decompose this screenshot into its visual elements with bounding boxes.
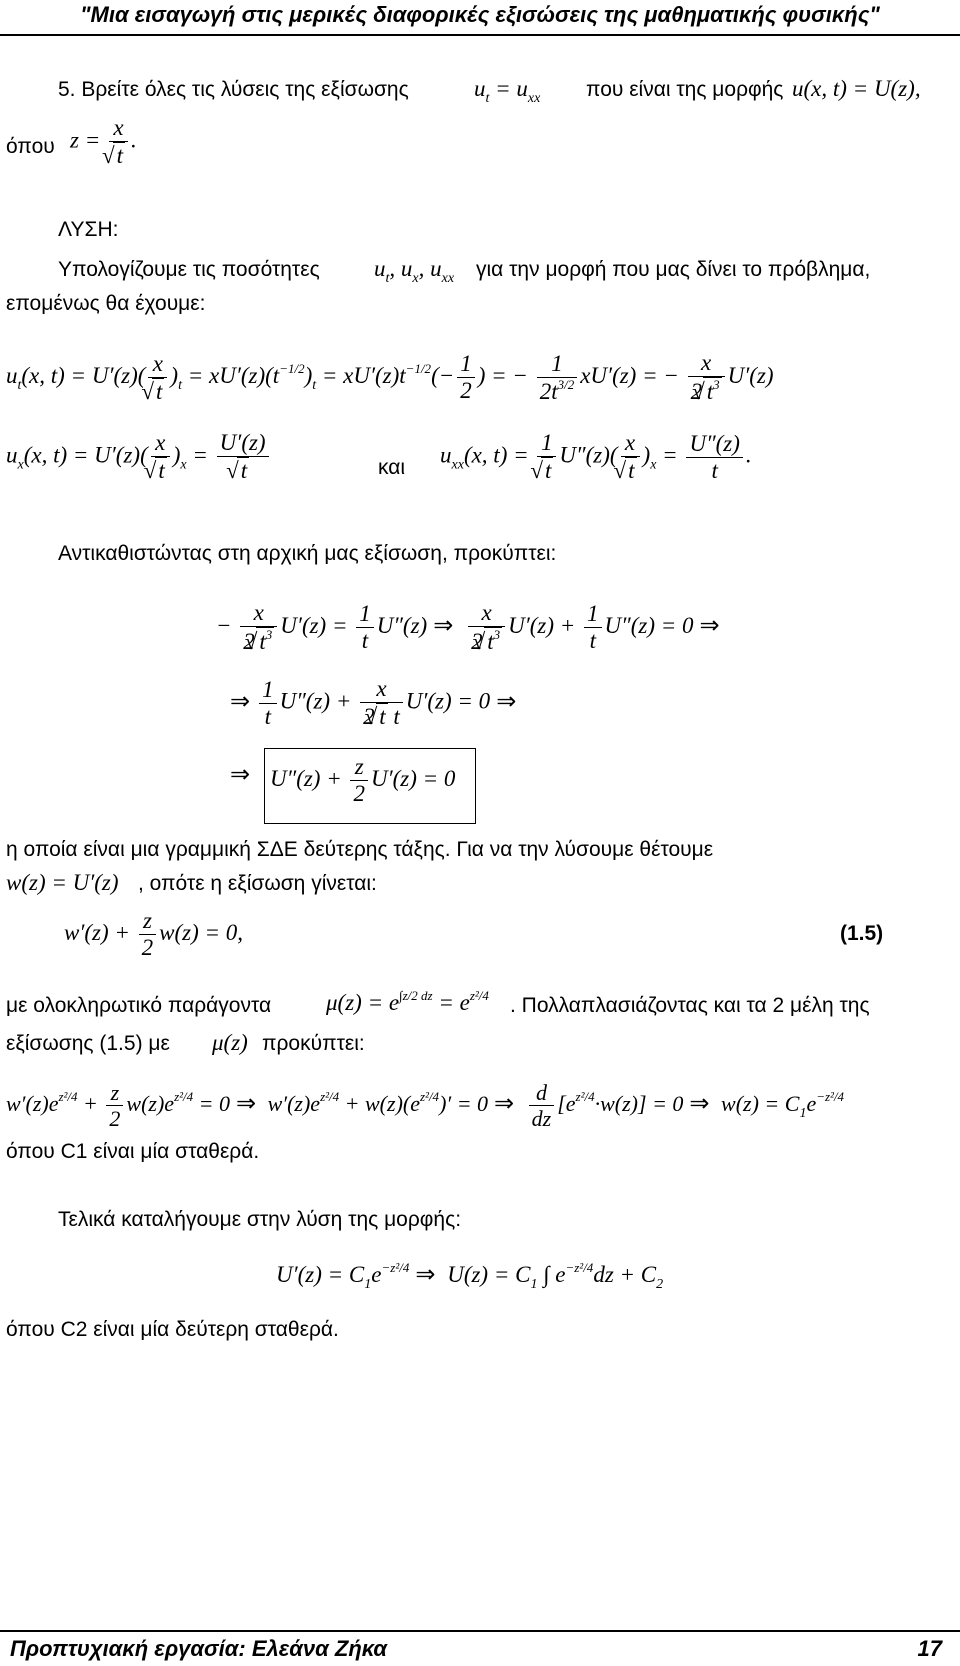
header-rule [0,34,960,36]
substitution-step-1: − $\frac{x}{2√ t^3}$ U′(z) = $\frac{1}{t}$ U″(z) ⇒ $\frac{x}{2√ t^3}$ U′(z) + $\frac{1}{t}$ U″(z) = 0 ⇒ [216,600,726,656]
equation-number: (1.5) [840,922,884,945]
substitution-step-3: ⇒ [230,762,251,788]
boxed-ode-equation: U″(z) + $\frac{z}{2}$ U′(z) = 0 [270,754,456,807]
final-solution: $U'(z) = C_1e^{-z^2/4}$ ⇒ $U(z) = C_1$ ∫ $e^{-z^2/4}dz + C_2$ [276,1260,664,1292]
problem-equation: $u_t = u_{xx}$ [474,76,541,106]
problem-intro: 5. Βρείτε όλες τις λύσεις της εξίσωσης [58,78,409,101]
c2-text: όπου C2 είναι μία δεύτερη σταθερά. [6,1318,339,1341]
c1-text: όπου C1 είναι μία σταθερά. [6,1140,260,1163]
and-word: και [378,456,406,479]
ux-derivation: $u_x(x$, t) = U′(z)( x √ t )$_x$ = U′(z) √ t [6,430,272,485]
mult-tail: προκύπτει: [262,1032,365,1055]
compute-tail: για την μορφή που μας δίνει το πρόβλημα, [476,258,871,281]
problem-mid-text: που είναι της μορφής [586,78,784,101]
hence-text: επομένως θα έχουμε: [6,292,206,315]
final-text: Τελικά καταλήγουμε στην λύση της μορφής: [58,1208,462,1231]
problem-where: όπου [6,135,55,158]
problem-z-definition: z = x √ t . [70,115,137,170]
integrating-factor: $\mu(z) = e^{\int z/2 dz} = e^{z^2/4}$ [326,988,489,1015]
factor-tail: . Πολλαπλασιάζοντας και τα 2 μέλη της [510,994,870,1017]
multiplied-equation: $w'(z)e^{z^2/4}$ + $\frac{z}{2}$ $w(z)e^{z^2/4} = 0$ ⇒ $w'(z)e^{z^2/4} + w(z)(e^{z^2/4})' = 0$ ⇒ $\frac{d}{dz}$ $[e^{z^2/4}\cdot w(z)] = 0$ ⇒ $w(z) = C_1e^{-z^2/4}$ [6,1080,845,1132]
problem-form: u(x, t) = U(z), [792,76,921,101]
substitution-step-2: ⇒ $\frac{1}{t}$ U″(z) + $\frac{x}{\text{2√ t t}}$ U′(z) = 0 ⇒ [224,676,522,731]
ut-derivation: $u_t(x$, t) = U′(z)( x √ t )$_t = xU'(z)(t^{-1/2})_t = xU'(z)t^{-1/2}(-$ $\frac{1}{2}$ ) = − $\frac{1}{2t^{3/2}}$ xU′(z) = − $\frac{x}{2√ t^3}$ U′(z) [6,350,774,406]
uxx-derivation: $u_{xx}(x$, t) = 1 √ t U″(z)( x √ t )$_x$ = $\frac{U''(z)}{t}$ . [440,430,752,485]
equation-1-5: w′(z) + $\frac{z}{2}$ w(z) = 0, [64,908,244,961]
mu-symbol: μ(z) [212,1030,248,1055]
linear-text: η οποία είναι μια γραμμική ΣΔΕ δεύτερης τάξης. Για να την λύσουμε θέτουμε [6,838,714,861]
set-equation: w(z) = U′(z) [6,870,119,895]
set-tail: , οπότε η εξίσωση γίνεται: [138,872,377,895]
page-number: 17 [917,1636,942,1661]
substitute-text: Αντικαθιστώντας στη αρχική μας εξίσωση, προκύπτει: [58,542,557,565]
footer-text: Προπτυχιακή εργασία: Ελεάνα Ζήκα [10,1636,388,1661]
footer-rule [0,1630,960,1632]
solution-label: ΛΥΣΗ: [58,218,119,241]
compute-text: Υπολογίζουμε τις ποσότητες [58,258,320,281]
quantities: $u_t$, $u_x$, $u_{xx}$ [374,256,455,286]
mult-text: εξίσωσης (1.5) με [6,1032,170,1055]
page-header-title: "Μια εισαγωγή στις μερικές διαφορικές εξισώσεις της μαθηματικής φυσικής" [80,2,880,27]
factor-text: με ολοκληρωτικό παράγοντα [6,994,272,1017]
